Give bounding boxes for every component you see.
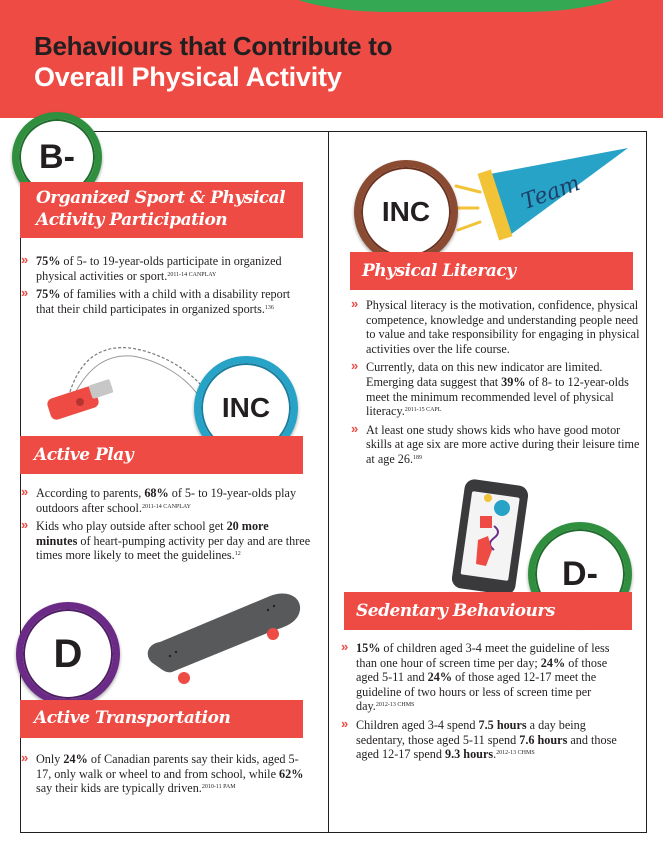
- phone-illustration: [440, 478, 540, 596]
- grade-text: INC: [381, 196, 431, 227]
- grade-text: INC: [221, 392, 271, 423]
- bullets-physical-literacy: [350, 298, 640, 471]
- list-item: » According to parents, 68% of 5- to 19-year-olds play outdoors after school.$^{2011-14 CANPLAY}$: [20, 486, 312, 515]
- list-item: » Children aged 3-4 spend 7.5 hours a day being sedentary, those aged 5-11 spend 7.6 hours and those aged 12-17 spend 9.3 hours.$^{2012-13 CHMS}$: [340, 718, 626, 762]
- skateboard-illustration: [140, 586, 310, 691]
- list-item: » Currently, data on this new indicator are limited. Emerging data suggest that 39% of 8- to 12-year-olds meet the minimum recommended level of physical literacy.$^{2011-15 CAPL}$: [350, 360, 640, 418]
- list-item: » 75% of 5- to 19-year-olds participate in organized physical activities or sport.$^{2011-14 CANPLAY}$: [20, 254, 310, 283]
- grade-badge-physical-literacy: [354, 160, 458, 264]
- section-title-physical-literacy: Physical Literacy: [350, 252, 633, 290]
- column-divider: [328, 131, 329, 833]
- pennant-text: Team: [518, 170, 584, 215]
- grade-text: B-: [39, 137, 75, 176]
- grade-text: D: [53, 631, 83, 676]
- decorative-blob: [268, 0, 644, 12]
- header-banner: [0, 0, 663, 118]
- bullets-organized-sport: [20, 254, 310, 320]
- team-pennant-illustration: [440, 146, 640, 256]
- section-title-organized-sport: Organized Sport & Physical Activity Participation: [20, 182, 303, 238]
- grade-badge-active-transportation: [16, 602, 120, 706]
- list-item: » Kids who play outside after school get 20 more minutes of heart-pumping activity per day and are three times more likely to meet the guidelines.$^{12}$: [20, 519, 312, 563]
- bullets-sedentary: [340, 641, 626, 766]
- page-title-line1: Behaviours that Contribute to: [34, 31, 393, 61]
- list-item: » Physical literacy is the motivation, confidence, physical competence, knowledge and understanding people need to value and take responsibility for engaging in physical activities over the life course.: [350, 298, 640, 356]
- list-item: » At least one study shows kids who have good motor skills at age six are more active during their leisure time at age 26.$^{189}$: [350, 423, 640, 467]
- list-item: » 15% of children aged 3-4 meet the guideline of less than one hour of screen time per day; 24% of those aged 5-11 and 24% of those aged 12-17 meet the guideline of two hours or less of screen time per day.$^{2012-13 CHMS}$: [340, 641, 626, 714]
- whistle-illustration: [40, 340, 210, 435]
- section-title-active-transportation: Active Transportation: [20, 700, 303, 738]
- page-title-line2: Overall Physical Activity: [34, 62, 342, 92]
- bullets-active-play: [20, 486, 312, 567]
- bullets-active-transportation: [20, 752, 312, 800]
- grade-text: D-: [562, 554, 598, 593]
- section-title-active-play: Active Play: [20, 436, 303, 474]
- list-item: » Only 24% of Canadian parents say their kids, aged 5-17, only walk or wheel to and from school, while 62% say their kids are typically driven.$^{2010-11 PAM}$: [20, 752, 312, 796]
- list-item: » 75% of families with a child with a disability report that their child participates in organized sports.$^{136}$: [20, 287, 310, 316]
- section-title-sedentary: Sedentary Behaviours: [344, 592, 632, 630]
